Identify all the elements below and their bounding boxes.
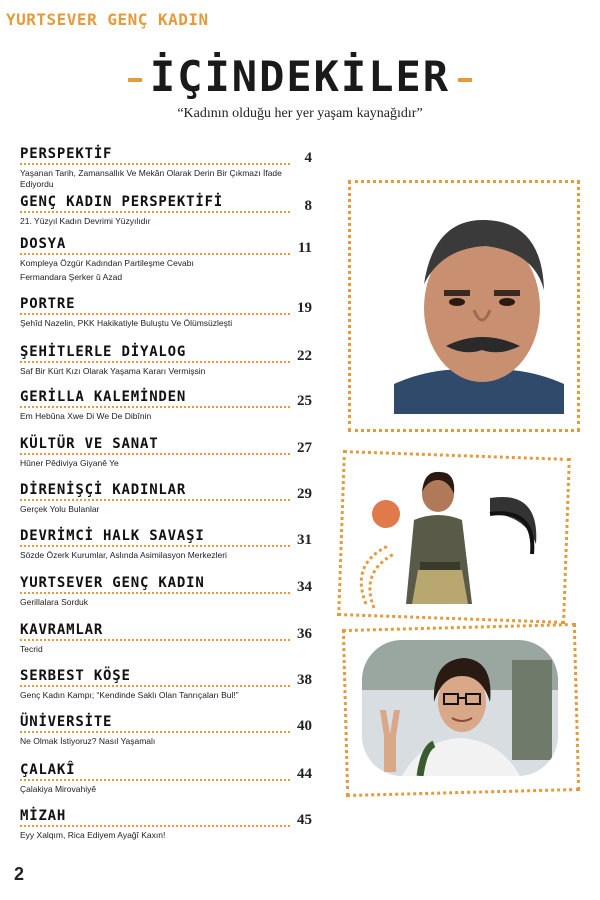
toc-entry-subtitle: Em Hebûna Xwe Di We De Dibînin: [20, 411, 152, 421]
toc-entry[interactable]: [20, 482, 312, 515]
toc-entry-title: DEVRİMCİ HALK SAVAŞI: [20, 528, 290, 547]
toc-entry-page: 4: [304, 150, 312, 166]
title-container: [0, 52, 600, 101]
toc-entry-page: 38: [297, 672, 312, 688]
toc-entry-subtitle: Kompleya Özgür Kadından Partileşme Cevabı: [20, 258, 194, 268]
toc-entry-page: 19: [297, 300, 312, 316]
toc-entry[interactable]: [20, 528, 312, 561]
toc-entry-subtitle: Sözde Özerk Kurumlar, Aslında Asimilasyon Merkezleri: [20, 550, 227, 560]
toc-entry-subtitle: Hûner Pêdiviya Giyanê Ye: [20, 458, 119, 468]
toc-entry[interactable]: [20, 575, 312, 608]
toc-entry[interactable]: [20, 194, 312, 227]
toc-entry-page: 29: [297, 486, 312, 502]
toc-entry[interactable]: [20, 389, 312, 422]
toc-entry-page: 34: [297, 579, 312, 595]
toc-entry-page: 11: [297, 240, 312, 256]
toc-entry[interactable]: [20, 762, 312, 795]
photo-woman-fighter: [340, 454, 570, 622]
toc-entry-title: PORTRE: [20, 296, 290, 315]
toc-entry-subtitle: Gerçek Yolu Bulanlar: [20, 504, 100, 514]
toc-entry-title: DOSYA: [20, 236, 290, 255]
toc-entry-title: ÜNİVERSİTE: [20, 714, 290, 733]
toc-entry[interactable]: [20, 622, 312, 655]
magazine-name: YURTSEVER GENÇ KADIN: [6, 10, 209, 29]
toc-entry-title: MİZAH: [20, 808, 290, 827]
toc-entry-title: KAVRAMLAR: [20, 622, 290, 641]
toc-entry-subtitle: 21. Yüzyıl Kadın Devrimi Yüzyılıdır: [20, 216, 151, 226]
toc-entry[interactable]: [20, 436, 312, 469]
toc-entry-title: DİRENİŞÇİ KADINLAR: [20, 482, 290, 501]
photo-young-woman: [344, 626, 580, 796]
toc-entry[interactable]: [20, 236, 312, 283]
toc-entry-page: 44: [297, 766, 312, 782]
toc-entry-subtitle: Ne Olmak İstiyoruz? Nasıl Yaşamalı: [20, 736, 156, 746]
toc-entry-subtitle: Fermandara Şerker û Azad: [20, 272, 123, 282]
toc-entry-subtitle: Gerillalara Sorduk: [20, 597, 89, 607]
toc-entry-page: 36: [297, 626, 312, 642]
toc-entry-title: GERİLLA KALEMİNDEN: [20, 389, 290, 408]
toc-entry-subtitle: Şehîd Nazelin, PKK Hakikatiyle Buluştu Ve Ölümsüzleşti: [20, 318, 233, 328]
toc-entry-title: SERBEST KÖŞE: [20, 668, 290, 687]
toc-entry[interactable]: [20, 344, 312, 377]
tagline: “Kadının olduğu her yer yaşam kaynağıdır”: [177, 106, 423, 121]
toc-entry[interactable]: [20, 714, 312, 747]
toc-entry-subtitle: Genç Kadın Kampı; “Kendinde Saklı Olan Tanrıçaları Bul!”: [20, 690, 239, 700]
toc-entry-page: 8: [304, 198, 312, 214]
toc-entry-subtitle: Eyy Xalqım, Rica Ediyem Ayağî Kaxın!: [20, 830, 166, 840]
toc-entry-title: KÜLTÜR VE SANAT: [20, 436, 290, 455]
toc-entry-page: 22: [297, 348, 312, 364]
toc-entry-title: ŞEHİTLERLE DİYALOG: [20, 344, 290, 363]
portrait-image: [394, 198, 564, 414]
toc-entry[interactable]: [20, 296, 312, 329]
toc-entry-title: GENÇ KADIN PERSPEKTİFİ: [20, 194, 290, 213]
man-illustration: [394, 198, 564, 414]
toc-entry[interactable]: [20, 808, 312, 841]
toc-entry-page: 25: [297, 393, 312, 409]
toc-entry-page: 40: [297, 718, 312, 734]
toc-entry-page: 27: [297, 440, 312, 456]
toc-entry-page: 45: [297, 812, 312, 828]
toc-entry-page: 31: [297, 532, 312, 548]
toc-entry-subtitle: Saf Bir Kürt Kızı Olarak Yaşama Kararı Vermişsin: [20, 366, 206, 376]
toc-entry-title: YURTSEVER GENÇ KADIN: [20, 575, 290, 594]
woman-illustration: [362, 640, 558, 776]
toc-entry-subtitle: Tecrid: [20, 644, 43, 654]
toc-entry-title: ÇALAKÎ: [20, 762, 290, 781]
page-number: 2: [14, 864, 25, 884]
toc-entry-title: PERSPEKTİF: [20, 146, 290, 165]
page-title: İÇİNDEKİLER: [149, 52, 451, 101]
fighter-illustration: [340, 454, 570, 622]
toc-entry-subtitle: Çalakiya Mirovahiyê: [20, 784, 97, 794]
toc-entry[interactable]: [20, 668, 312, 701]
toc-entry[interactable]: [20, 146, 312, 190]
portrait-image: [362, 640, 558, 776]
toc-entry-subtitle: Yaşanan Tarih, Zamansallık Ve Mekân Olarak Derin Bir Çıkmazı İfade Ediyordu: [20, 168, 282, 189]
photo-man-portrait: [348, 180, 580, 432]
